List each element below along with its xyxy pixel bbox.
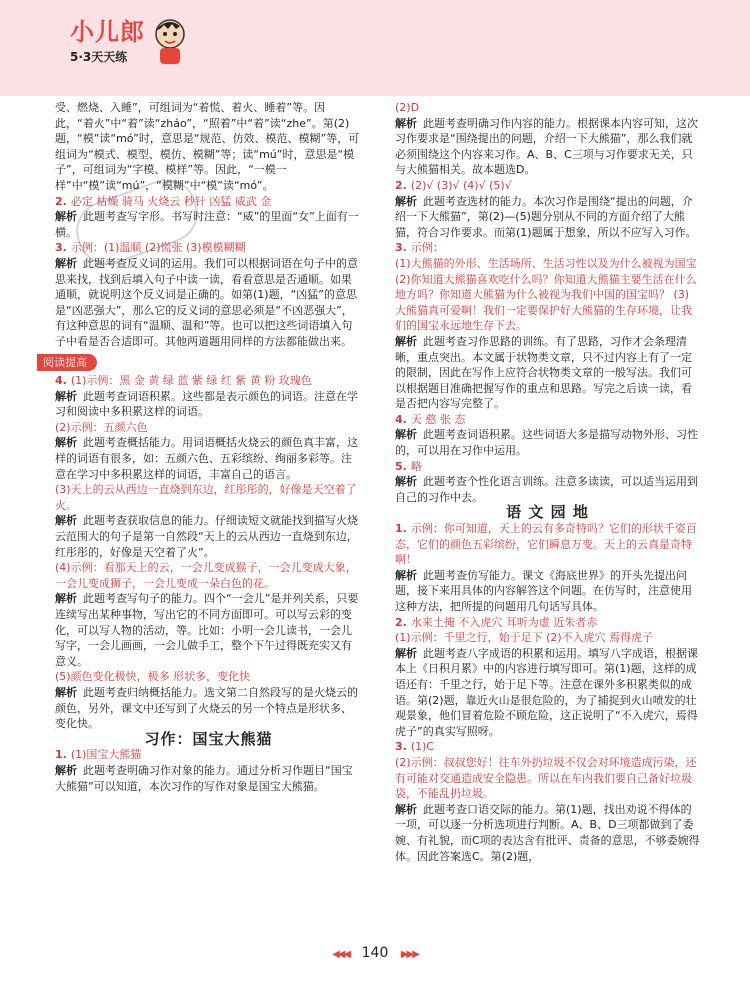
answer-line <box>395 521 700 568</box>
answer-line <box>395 240 700 256</box>
brand-logo <box>70 12 145 65</box>
analysis-text: 此题考查写句子的能力。四个“一会儿”是并列关系，只要连续写出某种事物，写出它的不同方面即可。可以写云彩的变化，可以写人物的活动，等。比如：小明一会儿读书，一会儿写字，一会儿画画，一会儿做手工，整个下午过得既充实又有意义。 <box>55 592 359 668</box>
answer-text: 示例： <box>410 241 444 255</box>
answer-line <box>395 412 700 428</box>
answer-text: (1)示例：黑 金 黄 绿 蓝 紫 绿 红 紫 黄 粉 玫瑰色 <box>70 374 312 388</box>
analysis-paragraph <box>55 685 362 732</box>
analysis-text: 此题考查明确习作内容的能力。根据课本内容可知，这次习作要求是“围绕提出的问题，介绍一下大熊猫”，那么我们就必须围绕这个内容来习作。A、B、C三项与习作要求无关，只与大熊猫相关。故本题选D。 <box>395 116 698 177</box>
answer-line <box>395 615 700 631</box>
right-column <box>395 100 700 864</box>
answer-line <box>395 459 700 475</box>
answer-line <box>55 240 362 256</box>
analysis-tag: 解析 <box>395 568 417 582</box>
analysis-tag: 解析 <box>55 436 77 450</box>
analysis-text: 此题考查反义词的运用。我们可以根据词语在句子中的意思来找，找到后填入句子中读一读，看看意思是否通顺。如果通顺，就说明这个反义词是正确的。如第(1)题，“凶猛”的意思是“凶恶强大”，那么它的反义词的意思必须是“不凶恶强大”，有这种意思的词有“温顺、温和”等。也可以把这些词语填入句子中看是否合适即可。其他两道题用同样的方法都能做出来。 <box>55 256 358 348</box>
answer-line <box>395 739 700 755</box>
analysis-text: 此题考查仿写能力。课文《海底世界》的开头先提出问题，接下来用具体的内容解答这个问题。在仿写时，注意使用这种方法，把所提的问题用几句话写具体。 <box>395 568 692 613</box>
analysis-tag: 解析 <box>55 256 77 270</box>
analysis-tag: 解析 <box>55 763 77 777</box>
page-number: 140 <box>361 945 389 961</box>
answer-line <box>55 194 362 210</box>
answer-text: 示例：你可知道，天上的云有多奇特吗？它们的形状千姿百态，它们的颜色五彩缤纷，它们瞬息万变。天上的云真是奇特啊！ <box>395 522 697 567</box>
left-arrows-icon: ◀◀◀ <box>332 949 350 960</box>
analysis-paragraph <box>395 194 700 241</box>
analysis-tag: 解析 <box>395 475 417 489</box>
analysis-text: 此题考查归纳概括能力。选文第二自然段写的是火烧云的颜色，另外，课文中还写到了火烧云的另一个特点是形状多、变化快。 <box>55 685 358 731</box>
analysis-tag: 解析 <box>55 514 77 528</box>
left-column <box>43 100 362 794</box>
analysis-tag: 解析 <box>395 802 417 816</box>
analysis-text: 此题考查概括能力。用词语概括火烧云的颜色真丰富，这样的词语有很多，如：五颜六色、五彩缤纷、绚丽多彩等。注意在学习中多积累这样的词语，丰富自己的语言。 <box>55 436 358 481</box>
answer-detail: (2)示例：五颜六色 <box>55 420 148 434</box>
answer-detail: (2)D <box>395 101 420 114</box>
analysis-tag: 解析 <box>395 334 417 348</box>
analysis-paragraph <box>395 568 700 615</box>
body-text: 受、燃烧、入睡”，可组词为“着慌、着火、睡着”等。因此，“着火”中“着”读“zháo”，“照着”中“着”读“zhe”。第(2)题，“模”读“mó”时，意思是“规范、仿效、模范、模糊”等，可组词为“模式、模型、模仿、模糊”等；读“mú”时，意思是“模子”，可组词为“字模、模样”等。因此，“一模一样”中“模”读“mú”，“模糊”中“模”读“mó”。 <box>55 101 360 192</box>
analysis-text: 此题考查八字成语的积累和运用。填写八字成语，根据课本上《日积月累》中的内容进行填写即可。第(1)题，这样的成语还有：千里之行，始于足下等。注意在课外多积累类似的成语。第(2)题，靠近火山是很危险的，为了捕捉到火山喷发的壮观景象，他们冒着危险不顾危险，这正说明了“不入虎穴，焉得虎子”的真实写照呀。 <box>395 646 698 738</box>
answer-text: 示例：(1)温顺 (2)慌张 (3)模模糊糊 <box>70 241 246 255</box>
analysis-paragraph <box>55 389 362 420</box>
question-number: 5. <box>395 459 407 473</box>
answer-detail: (2)你知道大熊猫喜欢吃什么吗？你知道大熊猫主要生活在什么地方吗？你知道大熊猫为什么被视为我们中国的国宝吗？ (3)大熊猫真可爱啊！我们一定要保护好大熊猫的生存环境，让我们的国宝永远地生存下去。 <box>395 272 697 333</box>
analysis-paragraph <box>55 209 362 240</box>
analysis-paragraph <box>55 513 362 560</box>
question-number: 1. <box>395 522 407 536</box>
answer-text: (1)国宝大熊猫 <box>70 748 142 762</box>
logo-main-text: 小儿郎 <box>70 18 145 46</box>
question-number: 3. <box>395 241 407 255</box>
analysis-tag: 解析 <box>55 210 77 224</box>
analysis-paragraph <box>395 474 700 505</box>
answer-detail: (1)大熊猫的外形、生活场所、生活习性以及为什么被视为国宝 <box>395 256 697 270</box>
question-number: 2. <box>395 178 407 192</box>
analysis-text: 此题考查习作思路的训练。有了思路，习作才会条理清晰，重点突出。本文属于状物类文章，只不过内容上有了一定的限制，因此在写作上应符合状物类文章的一般写法。我们可以根据题目准确把握写作的重点和思路。写完之后读一读，看是否把内容写完整了。 <box>395 334 692 411</box>
analysis-paragraph <box>395 427 700 458</box>
question-number: 4. <box>395 412 407 426</box>
answer-text: (2)√ (3)√ (4)√ (5)√ <box>410 178 512 192</box>
analysis-paragraph <box>55 256 362 350</box>
analysis-text: 此题考查词语积累。这些词语大多是描写动物外形、习性的，可以用在习作中运用。 <box>395 428 698 458</box>
question-number: 4. <box>55 374 67 388</box>
analysis-text: 此题考查词语积累。这些都是表示颜色的词语。注意在学习和阅读中多积累这样的词语。 <box>55 389 358 419</box>
analysis-tag: 解析 <box>55 592 77 606</box>
analysis-tag: 解析 <box>395 428 417 442</box>
analysis-paragraph <box>395 334 700 412</box>
answer-text: (1)C <box>410 740 435 754</box>
analysis-paragraph <box>55 591 362 669</box>
answer-line <box>395 178 700 194</box>
answer-detail: (2)示例：叔叔您好！往车外扔垃圾不仅会对环境造成污染，还有可能对交通造成安全隐患。所以在车内我们要自己备好垃圾袋，不能乱扔垃圾。 <box>395 755 697 801</box>
mascot-icon <box>150 14 190 66</box>
answer-detail: (4)示例：看那天上的云，一会儿变成猴子，一会儿变成大象，一会儿变成狮子，一会儿变成一朵白色的花。 <box>55 561 357 590</box>
answer-line <box>55 373 362 389</box>
section-label: 阅读提高 <box>37 354 97 372</box>
logo-sub-text: 5·3天天练 <box>70 50 128 64</box>
analysis-paragraph <box>55 435 362 482</box>
question-number: 1. <box>55 748 67 762</box>
analysis-tag: 解析 <box>55 389 77 403</box>
question-number: 3. <box>55 241 67 255</box>
analysis-text: 此题考查选材的能力。本次习作是围绕“提出的问题，介绍一下大熊猫”，第(2)—(5)题分别从不同的方面介绍了大熊猫，符合习作要求。而第(1)题属于想象，所以不应写入习作。 <box>395 194 697 239</box>
section-title: 习作：国宝大熊猫 <box>144 729 273 748</box>
answer-detail: (5)颜色变化极快，极多 形状多，变化快 <box>55 670 251 684</box>
right-arrows-icon: ▶▶▶ <box>400 949 418 960</box>
answer-text: 必定 枯燥 骑马 火烧云 秒针 凶猛 威武 金 <box>70 194 272 208</box>
analysis-text: 此题考查获取信息的能力。仔细读短文就能找到描写火烧云范围大的句子是第一自然段“天上的云从西边一直烧到东边，红彤彤的，好像是天空着了火”。 <box>55 514 358 559</box>
question-number: 2. <box>55 194 67 208</box>
analysis-tag: 解析 <box>395 646 417 660</box>
question-number: 3. <box>395 740 407 754</box>
answer-detail: (3)天上的云从西边一直烧到东边，红彤彤的，好像是天空着了火。 <box>55 483 357 512</box>
question-number: 2. <box>395 615 407 629</box>
answer-text: 水来土掩 不入虎穴 耳听为虚 近朱者赤 <box>410 615 598 629</box>
page-footer <box>0 945 750 961</box>
analysis-text: 此题考查个性化语言训练。注意多读读，可以适当运用到自己的习作中去。 <box>395 475 698 504</box>
answer-text: 天 憨 张 态 <box>410 412 466 426</box>
answer-detail: (1)示例：千里之行，始于足下 (2)不入虎穴 焉得虎子 <box>395 631 654 645</box>
analysis-tag: 解析 <box>55 685 77 699</box>
section-heading <box>43 350 362 374</box>
analysis-paragraph <box>395 646 700 740</box>
analysis-text: 此题考查写字形。书写时注意：“威”的里面“女”上面有一横。 <box>55 210 359 239</box>
analysis-tag: 解析 <box>395 194 417 208</box>
analysis-paragraph <box>395 116 700 178</box>
analysis-text: 此题考查口语交际的能力。第(1)题，找出劝说不得体的一项，可以逐一分析选项进行判断。A、B、D三项都做到了委婉、有礼貌，而C项的表达含有批评、责备的意思，不够委婉得体。因此答案选C。第(2)题， <box>395 802 700 863</box>
section-title: 语 文 园 地 <box>506 503 589 522</box>
analysis-text: 此题考查明确习作对象的能力。通过分析习作题目“国宝大熊猫”可以知道，本次习作的写作对象是国宝大熊猫。 <box>55 763 353 793</box>
answer-text: 略 <box>410 459 422 473</box>
analysis-tag: 解析 <box>395 116 417 130</box>
answer-line <box>55 747 362 763</box>
analysis-paragraph <box>395 802 700 864</box>
analysis-paragraph <box>55 763 362 794</box>
